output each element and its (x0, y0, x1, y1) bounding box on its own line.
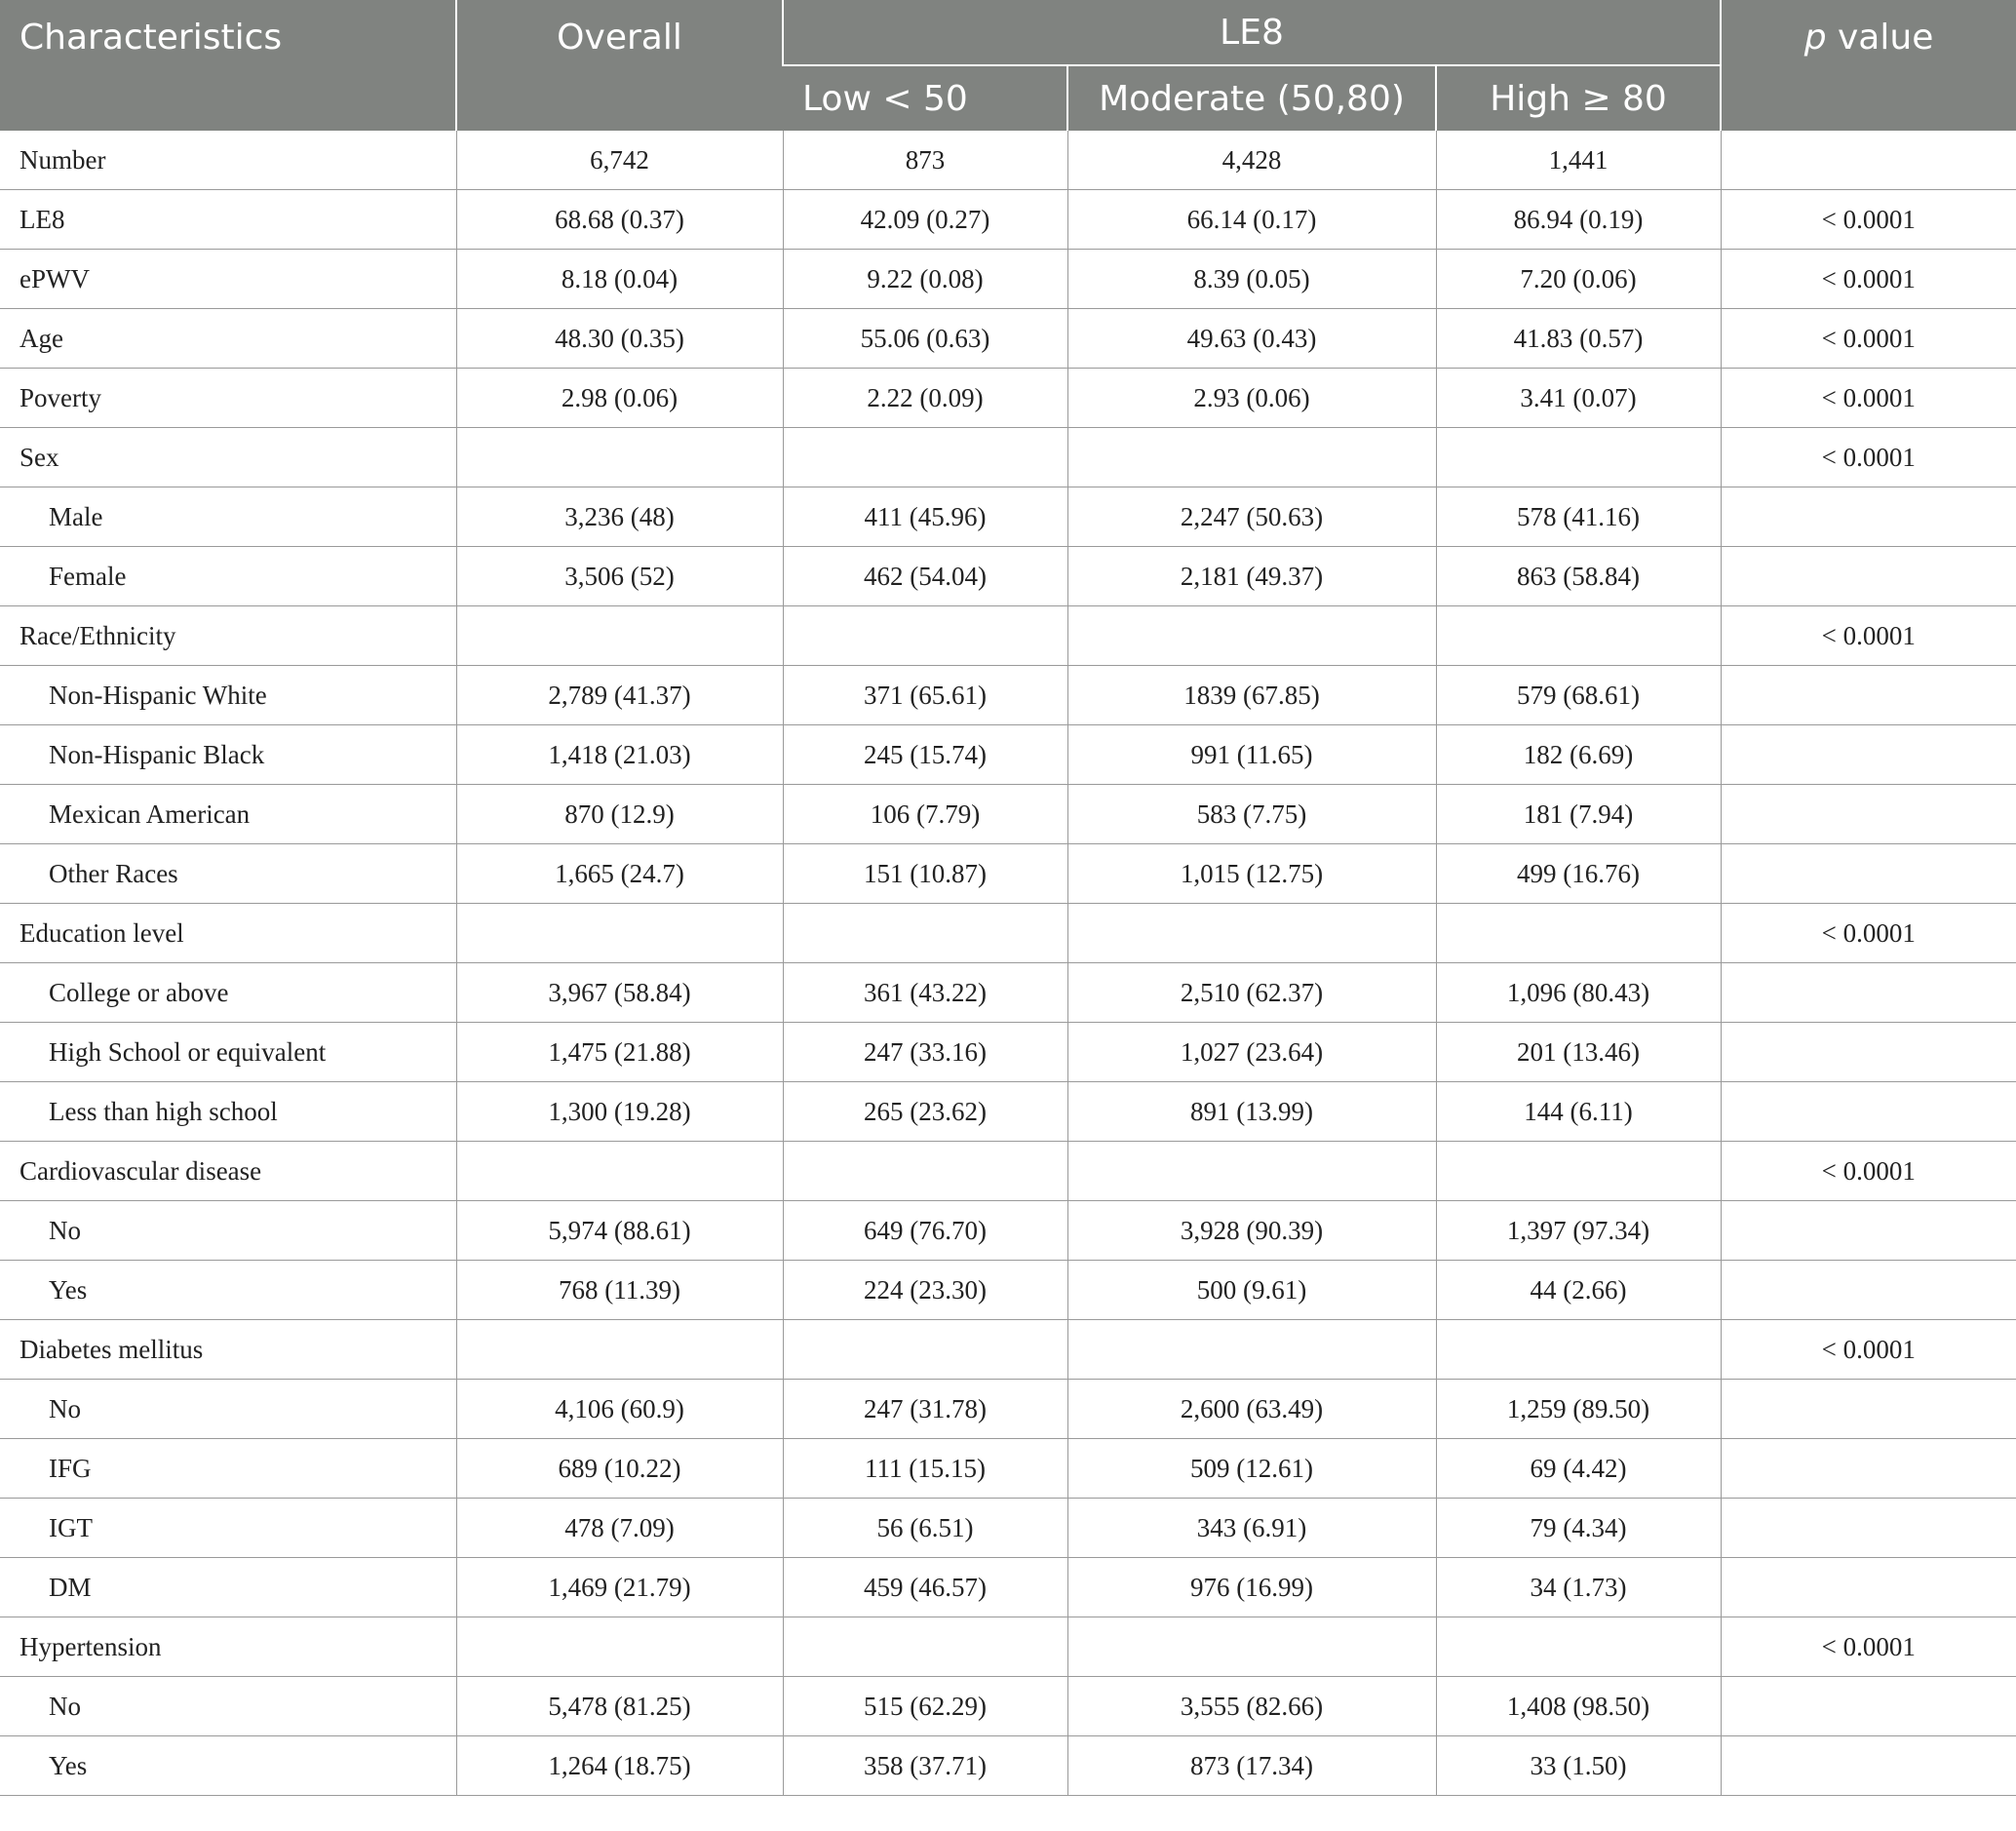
cell-overall (456, 1142, 783, 1201)
cell-moderate: 343 (6.91) (1067, 1499, 1436, 1558)
cell-low: 247 (33.16) (783, 1023, 1067, 1082)
cell-moderate: 991 (11.65) (1067, 725, 1436, 785)
table-row (0, 487, 2016, 547)
cell-p (1721, 487, 2016, 547)
cell-label: Diabetes mellitus (0, 1320, 456, 1380)
cell-low: 151 (10.87) (783, 844, 1067, 904)
cell-p: < 0.0001 (1721, 1320, 2016, 1380)
cell-high: 578 (41.16) (1436, 487, 1721, 547)
table-row (0, 666, 2016, 725)
cell-overall (456, 606, 783, 666)
header-low: Low < 50 (783, 65, 1067, 131)
header-high: High ≥ 80 (1436, 65, 1721, 131)
table-row (0, 844, 2016, 904)
cell-low: 2.22 (0.09) (783, 369, 1067, 428)
cell-overall: 6,742 (456, 131, 783, 190)
cell-label: Non-Hispanic White (0, 666, 456, 725)
cell-overall: 478 (7.09) (456, 1499, 783, 1558)
cell-high: 1,408 (98.50) (1436, 1677, 1721, 1736)
cell-moderate: 3,555 (82.66) (1067, 1677, 1436, 1736)
cell-label: IGT (0, 1499, 456, 1558)
cell-high: 41.83 (0.57) (1436, 309, 1721, 369)
table-row (0, 369, 2016, 428)
table-row (0, 1499, 2016, 1558)
cell-low: 245 (15.74) (783, 725, 1067, 785)
cell-moderate: 583 (7.75) (1067, 785, 1436, 844)
cell-moderate: 2.93 (0.06) (1067, 369, 1436, 428)
header-moderate: Moderate (50,80) (1067, 65, 1436, 131)
cell-high: 579 (68.61) (1436, 666, 1721, 725)
cell-moderate: 2,181 (49.37) (1067, 547, 1436, 606)
cell-moderate: 3,928 (90.39) (1067, 1201, 1436, 1261)
cell-low: 462 (54.04) (783, 547, 1067, 606)
cell-overall: 689 (10.22) (456, 1439, 783, 1499)
cell-p (1721, 725, 2016, 785)
cell-moderate: 66.14 (0.17) (1067, 190, 1436, 250)
cell-moderate: 976 (16.99) (1067, 1558, 1436, 1617)
table-row (0, 1677, 2016, 1736)
cell-overall: 5,478 (81.25) (456, 1677, 783, 1736)
cell-high: 201 (13.46) (1436, 1023, 1721, 1082)
table-row (0, 1439, 2016, 1499)
cell-overall (456, 904, 783, 963)
table-row (0, 190, 2016, 250)
cell-overall (456, 1320, 783, 1380)
cell-label: Cardiovascular disease (0, 1142, 456, 1201)
table-row (0, 904, 2016, 963)
cell-low: 9.22 (0.08) (783, 250, 1067, 309)
cell-moderate: 891 (13.99) (1067, 1082, 1436, 1142)
cell-p (1721, 963, 2016, 1023)
cell-low (783, 1142, 1067, 1201)
cell-high (1436, 904, 1721, 963)
table-header (0, 0, 2016, 131)
header-p-italic: p (1803, 18, 1827, 58)
cell-p (1721, 1677, 2016, 1736)
cell-high: 499 (16.76) (1436, 844, 1721, 904)
cell-moderate: 1839 (67.85) (1067, 666, 1436, 725)
cell-overall: 768 (11.39) (456, 1261, 783, 1320)
cell-low: 55.06 (0.63) (783, 309, 1067, 369)
cell-moderate (1067, 1320, 1436, 1380)
cell-high: 1,259 (89.50) (1436, 1380, 1721, 1439)
table-row (0, 547, 2016, 606)
cell-low: 106 (7.79) (783, 785, 1067, 844)
table-row (0, 428, 2016, 487)
header-characteristics: Characteristics (0, 0, 456, 131)
cell-overall: 870 (12.9) (456, 785, 783, 844)
cell-p (1721, 131, 2016, 190)
table-row (0, 1380, 2016, 1439)
cell-low (783, 904, 1067, 963)
cell-label: Female (0, 547, 456, 606)
cell-high: 7.20 (0.06) (1436, 250, 1721, 309)
cell-high: 1,397 (97.34) (1436, 1201, 1721, 1261)
cell-high (1436, 1617, 1721, 1677)
cell-low (783, 428, 1067, 487)
cell-high: 181 (7.94) (1436, 785, 1721, 844)
cell-label: Mexican American (0, 785, 456, 844)
cell-p (1721, 547, 2016, 606)
cell-overall: 8.18 (0.04) (456, 250, 783, 309)
cell-overall: 1,665 (24.7) (456, 844, 783, 904)
cell-high: 144 (6.11) (1436, 1082, 1721, 1142)
cell-overall: 3,506 (52) (456, 547, 783, 606)
table-row (0, 309, 2016, 369)
cell-high: 33 (1.50) (1436, 1736, 1721, 1796)
cell-label: No (0, 1677, 456, 1736)
cell-moderate (1067, 904, 1436, 963)
cell-high: 1,441 (1436, 131, 1721, 190)
cell-p (1721, 1201, 2016, 1261)
cell-high: 34 (1.73) (1436, 1558, 1721, 1617)
cell-label: Hypertension (0, 1617, 456, 1677)
cell-overall: 3,236 (48) (456, 487, 783, 547)
header-p-value (1721, 0, 2016, 131)
cell-overall: 1,300 (19.28) (456, 1082, 783, 1142)
cell-low: 515 (62.29) (783, 1677, 1067, 1736)
table-row (0, 1023, 2016, 1082)
cell-high: 1,096 (80.43) (1436, 963, 1721, 1023)
table-row (0, 131, 2016, 190)
cell-low: 247 (31.78) (783, 1380, 1067, 1439)
cell-overall: 1,264 (18.75) (456, 1736, 783, 1796)
cell-moderate (1067, 1617, 1436, 1677)
cell-p: < 0.0001 (1721, 190, 2016, 250)
cell-label: Age (0, 309, 456, 369)
cell-label: DM (0, 1558, 456, 1617)
cell-p: < 0.0001 (1721, 1617, 2016, 1677)
cell-low (783, 1617, 1067, 1677)
cell-overall: 1,469 (21.79) (456, 1558, 783, 1617)
cell-p: < 0.0001 (1721, 904, 2016, 963)
cell-low: 224 (23.30) (783, 1261, 1067, 1320)
cell-overall: 5,974 (88.61) (456, 1201, 783, 1261)
cell-label: Non-Hispanic Black (0, 725, 456, 785)
cell-label: Number (0, 131, 456, 190)
table-row (0, 963, 2016, 1023)
table-row (0, 1617, 2016, 1677)
table-row (0, 725, 2016, 785)
cell-p (1721, 666, 2016, 725)
cell-high (1436, 1142, 1721, 1201)
cell-p: < 0.0001 (1721, 369, 2016, 428)
cell-high (1436, 428, 1721, 487)
table-row (0, 1082, 2016, 1142)
cell-low: 265 (23.62) (783, 1082, 1067, 1142)
cell-p: < 0.0001 (1721, 1142, 2016, 1201)
cell-moderate (1067, 606, 1436, 666)
cell-moderate (1067, 1142, 1436, 1201)
cell-moderate: 49.63 (0.43) (1067, 309, 1436, 369)
table-row (0, 606, 2016, 666)
cell-p (1721, 1082, 2016, 1142)
cell-moderate: 873 (17.34) (1067, 1736, 1436, 1796)
cell-p (1721, 1499, 2016, 1558)
cell-moderate: 509 (12.61) (1067, 1439, 1436, 1499)
cell-low: 411 (45.96) (783, 487, 1067, 547)
cell-moderate: 1,015 (12.75) (1067, 844, 1436, 904)
cell-moderate: 2,247 (50.63) (1067, 487, 1436, 547)
table-row (0, 250, 2016, 309)
cell-label: Yes (0, 1261, 456, 1320)
cell-p (1721, 1023, 2016, 1082)
cell-overall (456, 428, 783, 487)
cell-p: < 0.0001 (1721, 309, 2016, 369)
cell-label: College or above (0, 963, 456, 1023)
header-overall: Overall (456, 0, 783, 131)
cell-high (1436, 1320, 1721, 1380)
cell-high: 69 (4.42) (1436, 1439, 1721, 1499)
cell-p (1721, 1736, 2016, 1796)
cell-label: No (0, 1380, 456, 1439)
header-p-rest: value (1826, 18, 1934, 58)
cell-moderate: 2,600 (63.49) (1067, 1380, 1436, 1439)
cell-p (1721, 1558, 2016, 1617)
cell-label: Sex (0, 428, 456, 487)
cell-overall (456, 1617, 783, 1677)
cell-label: High School or equivalent (0, 1023, 456, 1082)
table-row (0, 1142, 2016, 1201)
cell-label: Yes (0, 1736, 456, 1796)
table-row (0, 1261, 2016, 1320)
cell-overall: 68.68 (0.37) (456, 190, 783, 250)
table-row (0, 1201, 2016, 1261)
cell-label: IFG (0, 1439, 456, 1499)
cell-low (783, 1320, 1067, 1380)
cell-label: Education level (0, 904, 456, 963)
cell-low: 873 (783, 131, 1067, 190)
cell-high: 863 (58.84) (1436, 547, 1721, 606)
cell-overall: 1,475 (21.88) (456, 1023, 783, 1082)
table-row (0, 785, 2016, 844)
cell-p (1721, 785, 2016, 844)
cell-high: 3.41 (0.07) (1436, 369, 1721, 428)
cell-label: ePWV (0, 250, 456, 309)
cell-low: 459 (46.57) (783, 1558, 1067, 1617)
cell-high: 44 (2.66) (1436, 1261, 1721, 1320)
cell-low (783, 606, 1067, 666)
cell-label: Race/Ethnicity (0, 606, 456, 666)
cell-moderate: 500 (9.61) (1067, 1261, 1436, 1320)
cell-label: No (0, 1201, 456, 1261)
cell-p: < 0.0001 (1721, 606, 2016, 666)
cell-high (1436, 606, 1721, 666)
table-body (0, 131, 2016, 1796)
cell-high: 86.94 (0.19) (1436, 190, 1721, 250)
cell-high: 79 (4.34) (1436, 1499, 1721, 1558)
table-row (0, 1320, 2016, 1380)
cell-moderate: 8.39 (0.05) (1067, 250, 1436, 309)
cell-moderate: 2,510 (62.37) (1067, 963, 1436, 1023)
cell-overall: 1,418 (21.03) (456, 725, 783, 785)
cell-p: < 0.0001 (1721, 428, 2016, 487)
cell-p (1721, 844, 2016, 904)
cell-p (1721, 1439, 2016, 1499)
cell-moderate: 1,027 (23.64) (1067, 1023, 1436, 1082)
cell-overall: 48.30 (0.35) (456, 309, 783, 369)
cell-overall: 2.98 (0.06) (456, 369, 783, 428)
table-row (0, 1736, 2016, 1796)
cell-moderate: 4,428 (1067, 131, 1436, 190)
table-row (0, 1558, 2016, 1617)
cell-low: 361 (43.22) (783, 963, 1067, 1023)
cell-low: 649 (76.70) (783, 1201, 1067, 1261)
header-le8-group: LE8 (783, 0, 1721, 65)
cell-low: 111 (15.15) (783, 1439, 1067, 1499)
cell-label: LE8 (0, 190, 456, 250)
cell-overall: 3,967 (58.84) (456, 963, 783, 1023)
cell-p (1721, 1261, 2016, 1320)
cell-overall: 2,789 (41.37) (456, 666, 783, 725)
cell-label: Less than high school (0, 1082, 456, 1142)
cell-label: Other Races (0, 844, 456, 904)
cell-p (1721, 1380, 2016, 1439)
cell-low: 56 (6.51) (783, 1499, 1067, 1558)
cell-p: < 0.0001 (1721, 250, 2016, 309)
cell-low: 371 (65.61) (783, 666, 1067, 725)
cell-label: Poverty (0, 369, 456, 428)
cell-low: 42.09 (0.27) (783, 190, 1067, 250)
cell-high: 182 (6.69) (1436, 725, 1721, 785)
cell-moderate (1067, 428, 1436, 487)
cell-label: Male (0, 487, 456, 547)
cell-overall: 4,106 (60.9) (456, 1380, 783, 1439)
cell-low: 358 (37.71) (783, 1736, 1067, 1796)
